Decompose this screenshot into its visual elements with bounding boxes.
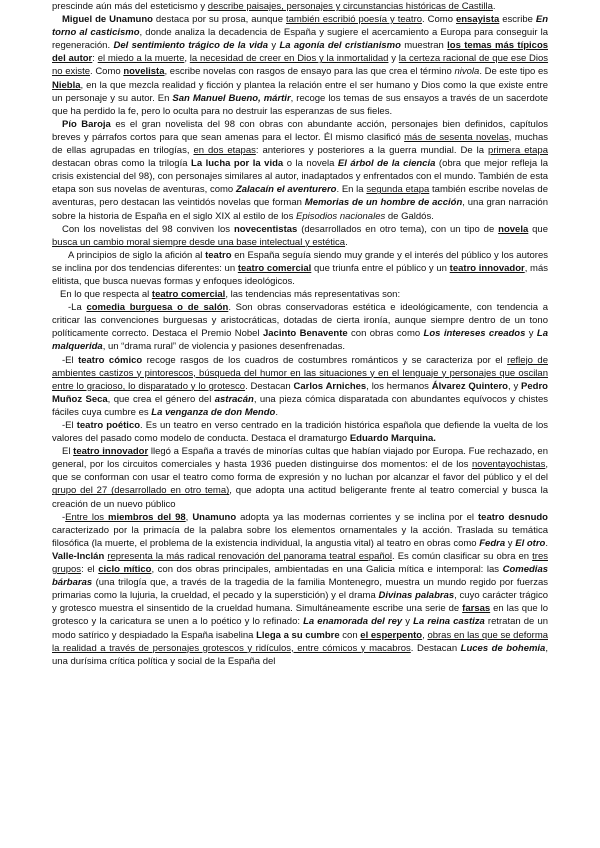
- text-run: en las que lo grotesco y la caricatura se unen a lo poético y lo refinado:: [52, 603, 548, 628]
- text-run: . Son obras conservadoras estética e ideológicamente, con tendencia a criticar las convenciones burguesas y aristocráticas, dotadas de cierta ironía, aunque siempre dentro de un tono políticamente correcto. Destaca el Premio Nobel: [52, 302, 548, 340]
- text-run: . Es un teatro en verso centrado en la tradición histórica española que defiende la vuelta de los valores del pasado como modelo de conducta. Destaca el dramaturgo: [52, 420, 548, 445]
- paragraph-teatro-intro: [52, 249, 548, 288]
- text-run: ,: [185, 511, 193, 523]
- text-run: en España seguía siendo muy grande y el interés del público y los autores se inclina por dos tendencias diferentes: un: [52, 249, 548, 274]
- text-run: , escribe novelas con rasgos de ensayo para las que crea el término: [164, 66, 455, 78]
- text-run: teatro comercial: [237, 262, 312, 274]
- text-run: reflejo de ambientes castizos y pintorescos, búsqueda del humor en las situaciones y en el lenguaje y personajes que oscilan entre lo gracioso, lo disparatado y lo grotesco: [52, 354, 548, 392]
- text-run: , los hermanos: [366, 380, 432, 392]
- text-run: y: [267, 40, 280, 52]
- text-run: Memorias de un hombre de acción: [304, 197, 463, 209]
- text-run: (obra que mejor refleja la crisis existencial del 98), con personajes similares al autor, inadaptados y enfrentados con el mundo. También de esta etapa son sus novelas de aventuras, como: [52, 158, 549, 196]
- text-run: novelista: [123, 66, 165, 78]
- text-run: , una gran narración sobre la historia de España en el siglo XIX al estilo de los: [52, 197, 548, 222]
- text-run: , cuyo carácter trágico y grotesco muestra el sinsentido de la crueldad humana. Simultáneamente escribe una serie de: [52, 590, 548, 615]
- text-run: describe paisajes, personajes y circunstancias históricas de Castilla: [207, 1, 493, 12]
- text-run: La malquerida: [52, 328, 548, 353]
- text-run: La agonía del cristianismo: [279, 40, 401, 52]
- text-run: Álvarez Quintero: [431, 380, 508, 392]
- text-run: novecentistas: [233, 223, 298, 235]
- text-run: , en la que mezcla realidad y ficción y plantea la relación entre el ser humano y Dios como la que existe entre un personaje y su autor. En: [52, 79, 548, 104]
- text-run: con obras como: [347, 328, 424, 340]
- text-run: representa la más radical renovación del panorama teatral español: [107, 550, 393, 562]
- paragraph-novecentistas: [52, 223, 548, 249]
- text-run: . De este tipo es: [479, 66, 548, 78]
- text-run: segunda etapa: [366, 184, 430, 196]
- paragraph-teatro-innovador: [52, 445, 548, 510]
- text-run: con: [339, 629, 361, 641]
- text-run: . Como: [90, 66, 124, 78]
- text-run: , recoge los temas de sus ensayos a través de un sacerdote que ha perdido la fe, pero lo oculta para no destruir las esperanzas de sus fieles.: [52, 92, 548, 117]
- text-run: prescinde aún más del esteticismo y: [52, 1, 208, 12]
- text-run: ciclo mítico: [98, 564, 152, 576]
- text-run: , las tendencias más representativas son:: [225, 289, 401, 301]
- text-run: farsas: [462, 603, 491, 615]
- text-run: teatro cómico: [78, 354, 143, 366]
- text-run: .: [545, 537, 548, 549]
- text-run: y: [505, 537, 516, 549]
- text-run: La lucha por la vida: [191, 158, 284, 170]
- text-run: teatro innovador: [449, 262, 525, 274]
- paragraph-teatro-comercial: [52, 288, 548, 301]
- text-run: el miedo a la muerte: [97, 53, 185, 65]
- text-run: destaca por su prosa, aunque: [152, 14, 286, 26]
- text-run: Miguel de Unamuno: [62, 14, 153, 26]
- text-run: Niebla: [52, 79, 81, 91]
- text-run: y: [402, 616, 414, 628]
- text-run: también escribe novelas de aventuras, pero destacan las veintidós novelas que forman: [52, 184, 548, 209]
- text-run: Comedias bárbaras: [52, 564, 549, 589]
- text-run: los temas más típicos del autor: [52, 40, 549, 65]
- text-run: ,: [184, 53, 190, 65]
- text-run: En torno al casticismo: [52, 14, 549, 39]
- text-run: llegó a España a través de minorías cultas que habían viajado por Europa. Fue rechazado, en general, por los circuitos comerciales y hasta 1936 pueden distinguirse dos momentos: el de los: [52, 446, 548, 471]
- text-run: , muchas de ellas agrupadas en trilogías,: [52, 131, 548, 157]
- text-run: -: [62, 511, 66, 523]
- text-run: que: [528, 223, 548, 235]
- text-run: y: [388, 53, 399, 65]
- text-run: Del sentimiento trágico de la vida: [113, 40, 268, 52]
- text-run: también escribió poesía y teatro: [285, 14, 423, 26]
- text-run: primera etapa: [488, 145, 549, 157]
- text-run: grupo del 27 (desarrollado en otro tema): [52, 485, 230, 497]
- paragraph-comedia-burguesa: [52, 301, 548, 353]
- text-run: , que crea el género del: [107, 393, 215, 405]
- text-run: , una pieza cómica disparatada con abundantes equívocos y chistes fáciles cuya cumbre es: [52, 393, 548, 418]
- text-run: nivola: [454, 66, 480, 78]
- paragraph-teatro-poetico: [52, 419, 548, 445]
- text-run: astracán: [214, 393, 254, 405]
- text-run: en dos etapas: [193, 145, 256, 157]
- text-run: . Destacan: [410, 642, 461, 654]
- text-run: más de sesenta novelas: [404, 131, 509, 143]
- text-run: o la novela: [283, 158, 338, 170]
- text-run: En lo que respecta al: [60, 289, 152, 301]
- text-run: muestran: [400, 40, 448, 52]
- text-run: :: [92, 53, 98, 65]
- text-run: que triunfa entre el público y un: [311, 262, 450, 274]
- text-run: San Manuel Bueno, mártir: [172, 92, 291, 104]
- text-run: La reina castiza: [413, 616, 485, 628]
- text-run: , un “drama rural” de violencia y pasiones desenfrenadas.: [102, 341, 346, 353]
- text-run: la necesidad de creer en Dios y la inmortalidad: [189, 53, 389, 65]
- text-run: miembros del 98: [108, 511, 186, 523]
- text-run: Los intereses creados: [423, 328, 526, 340]
- text-run: comedia burguesa o de salón: [86, 302, 229, 314]
- text-run: teatro comercial: [151, 289, 226, 301]
- text-run: Pedro Muñoz Seca: [52, 380, 548, 405]
- text-run: Unamuno: [192, 511, 237, 523]
- text-run: A principios de siglo la afición al: [68, 249, 206, 261]
- text-run: El: [62, 446, 74, 458]
- text-run: El árbol de la ciencia: [337, 158, 436, 170]
- text-run: . Destacan: [245, 380, 294, 392]
- text-run: teatro: [205, 249, 232, 261]
- text-run: de Galdós.: [385, 210, 434, 222]
- text-run: . Es común clasificar su obra en: [392, 550, 533, 562]
- text-run: Eduardo Marquina.: [349, 433, 436, 445]
- text-run: novela: [498, 223, 529, 235]
- text-run: , que adopta una actitud beligerante frente al teatro comercial y busca la creación de un nuevo público: [52, 485, 548, 510]
- text-run: (desarrollados en otro tema), con un tipo de: [297, 223, 499, 235]
- text-run: , y: [507, 380, 522, 392]
- text-run: .: [492, 1, 496, 12]
- text-run: y: [525, 328, 537, 340]
- text-run: busca un cambio moral siempre desde una base intelectual y estética: [52, 236, 346, 248]
- paragraph-intro-continuation: [52, 0, 548, 13]
- text-run: -El: [62, 420, 77, 431]
- text-run: Episodios nacionales: [295, 210, 386, 222]
- text-run: caracterizado por la primacía de la palabra sobre los elementos ornamentales y la acción. Traslada su temática filosófica (la muerte, el problema de la existencia individual, la angustia vital) al teatro en obras como: [52, 524, 548, 549]
- text-run: es el gran novelista del 98 con obras con abundante acción, personajes bien definidos, capítulos breves y párrafos cortos para que sean amenas para el lector. Él mismo clasificó: [52, 118, 548, 143]
- text-run: Pío Baroja: [62, 118, 111, 130]
- text-run: -La: [68, 302, 87, 314]
- text-run: , donde analiza la decadencia de España y sugiere el acercamiento a Europa para conseguir la regeneración.: [52, 27, 548, 52]
- text-run: ,: [422, 629, 428, 641]
- text-run: teatro desnudo: [478, 511, 548, 523]
- text-run: . Como: [422, 14, 456, 26]
- text-run: adopta ya las modernas corrientes y se inclina por el: [236, 511, 479, 523]
- text-run: noventayochistas: [471, 459, 546, 471]
- text-run: teatro poético: [76, 420, 141, 431]
- text-run: , que se conforman con usar el teatro como forma de expresión y no luchan por alcanzar el favor del público y el del: [52, 459, 548, 484]
- text-run: .: [275, 406, 278, 418]
- text-run: recoge rasgos de los cuadros de costumbres románticos y se caracteriza por el: [142, 354, 508, 366]
- paragraph-baroja: [52, 118, 548, 223]
- text-run: . En la: [336, 184, 367, 196]
- text-run: Fedra: [479, 537, 506, 549]
- text-run: : el: [81, 564, 99, 576]
- text-run: -El: [62, 354, 79, 366]
- text-run: : anteriores y posteriores a la guerra mundial. De la: [255, 145, 489, 157]
- text-run: (una trilogía que, a través de la tragedia de la familia Montenegro, muestra un mundo regido por fuerzas primarias como la lujuria, la crueldad, el pecado y la superstición) y el drama: [52, 577, 548, 602]
- text-run: Con los novelistas del 98 conviven los: [62, 223, 234, 235]
- text-run: , con dos obras principales, ambientadas en una Galicia mítica e intemporal: las: [151, 564, 503, 576]
- text-run: , más elitista, que busca nuevas formas y enfoques ideológicos.: [52, 262, 548, 287]
- paragraph-teatro-comico: [52, 354, 548, 419]
- text-run: Luces de bohemia: [460, 642, 546, 654]
- document-body: [52, 0, 548, 668]
- text-run: destacan obras como la trilogía: [52, 158, 192, 170]
- text-run: escribe: [499, 14, 536, 26]
- text-run: La venganza de don Mendo: [151, 406, 276, 418]
- paragraph-unamuno: [52, 13, 548, 118]
- text-run: .: [345, 236, 348, 248]
- text-run: La enamorada del rey: [303, 616, 403, 628]
- text-run: Entre los: [65, 511, 108, 523]
- text-run: , una durísima crítica política y social de la España del: [52, 642, 548, 667]
- text-run: tres grupos: [52, 550, 548, 576]
- text-run: Valle-Inclán: [52, 550, 105, 562]
- paragraph-miembros-98: [52, 511, 548, 668]
- text-run: el esperpento: [360, 629, 423, 641]
- text-run: Carlos Arniches: [293, 380, 367, 392]
- text-run: Llega a su cumbre: [256, 629, 340, 641]
- text-run: obras en las que se deforma la realidad a través de personajes grotescos y ridículos, entre cómicos y macabros: [52, 629, 549, 654]
- text-run: la certeza racional de que ese Dios no existe: [52, 53, 549, 78]
- text-run: Zalacaín el aventurero: [235, 184, 337, 196]
- text-run: El otro: [515, 537, 546, 549]
- text-run: ensayista: [455, 14, 500, 26]
- text-run: teatro innovador: [73, 446, 149, 458]
- text-run: Jacinto Benavente: [262, 328, 348, 340]
- text-run: Divinas palabras: [378, 590, 455, 602]
- text-run: retratan de un modo satírico y despiadado la España isabelina: [52, 616, 549, 641]
